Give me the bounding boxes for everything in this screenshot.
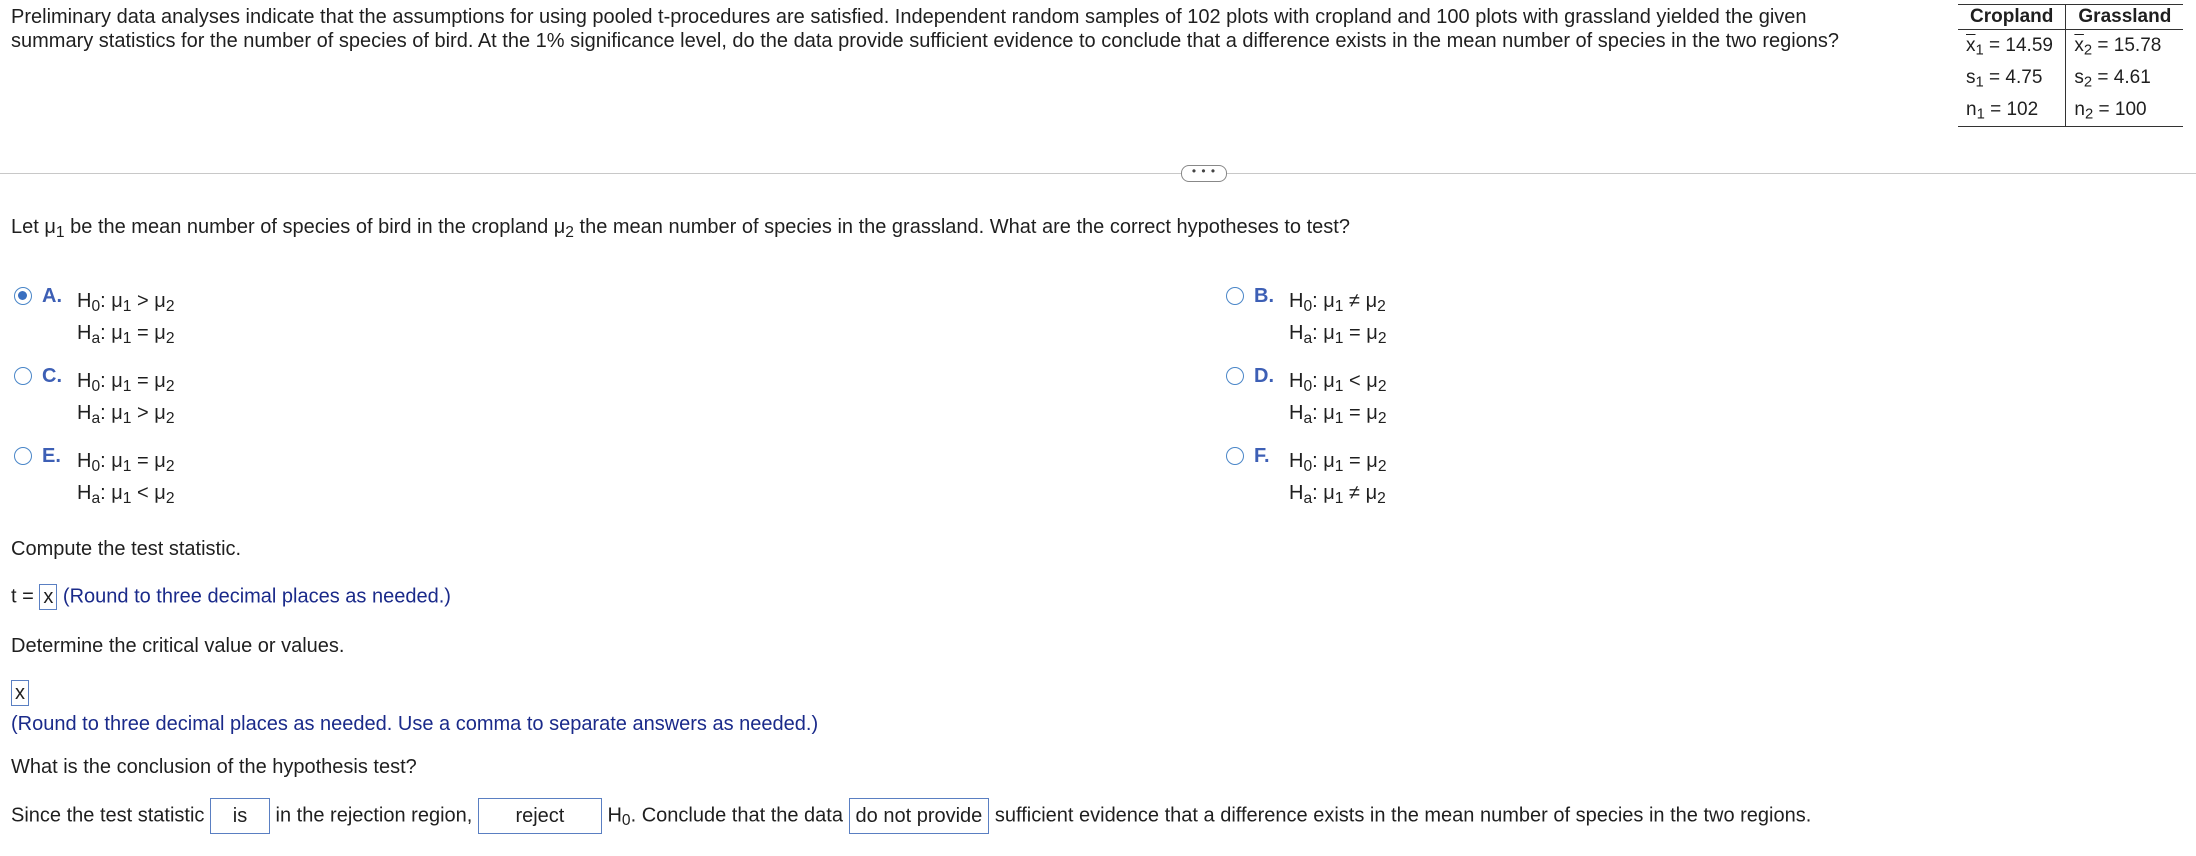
compute-label: Compute the test statistic. xyxy=(11,538,242,560)
conclusion-sentence: Since the test statistic is in the rejection region, reject $H_0$. Conclude that the data do not provide sufficient evidence that a difference exists in the mean number of species in the two regions. xyxy=(11,798,1811,834)
expand-handle[interactable]: • • • xyxy=(1181,165,1227,182)
option-hypotheses xyxy=(77,365,175,429)
hypothesis-question: Let $\mu_1$ be the mean number of species of bird in the cropland $\mu_2$ the mean number of species in the grassland. What are the correct hypotheses to test? xyxy=(11,216,1350,241)
critical-answer-row xyxy=(11,680,29,706)
critical-label: Determine the critical value or values. xyxy=(11,635,345,657)
s1-cell: $s_1 = 4.75$ xyxy=(1958,62,2066,94)
t-answer-box[interactable]: x xyxy=(39,584,57,610)
radio-c[interactable] xyxy=(14,367,32,385)
critical-round-note: (Round to three decimal places as needed. Use a comma to separate answers as needed.) xyxy=(11,713,819,735)
option-hypotheses xyxy=(1289,445,1387,509)
header-cropland: Cropland xyxy=(1958,5,2066,30)
radio-b[interactable] xyxy=(1226,287,1244,305)
alternative-hypothesis: $H_a$: $\mu_1 \ne \mu_2$ xyxy=(1289,482,1386,507)
null-hypothesis: $H_0$: $\mu_1 < \mu_2$ xyxy=(1289,370,1387,395)
test-statistic-dropdown[interactable]: is xyxy=(210,798,270,834)
problem-statement: Preliminary data analyses indicate that the assumptions for using pooled t-procedures are satisfied. Independent random samples of 102 plots with cropland and 100 plots with grassland yielded the given summary statistics for the number of species of bird. At the 1% significance level, do the data provide sufficient evidence to conclude that a difference exists in the mean number of species in the two regions? xyxy=(11,6,1840,52)
conclusion-label: What is the conclusion of the hypothesis test? xyxy=(11,756,417,778)
option-hypotheses xyxy=(77,445,175,509)
null-hypothesis: $H_0$: $\mu_1 = \mu_2$ xyxy=(1289,450,1387,475)
evidence-dropdown[interactable]: do not provide xyxy=(849,798,990,834)
t-prefix: t = xyxy=(11,585,40,608)
alternative-hypothesis: $H_a$: $\mu_1 > \mu_2$ xyxy=(77,402,175,427)
null-hypothesis: $H_0$: $\mu_1 = \mu_2$ xyxy=(77,450,175,475)
option-letter: F. xyxy=(1254,445,1270,467)
option-hypotheses xyxy=(1289,285,1387,349)
null-hypothesis: $H_0$: $\mu_1 \ne \mu_2$ xyxy=(1289,290,1386,315)
option-letter: A. xyxy=(42,285,62,307)
n2-cell: $n_2 = 100$ xyxy=(2066,94,2183,127)
option-hypotheses xyxy=(77,285,175,349)
x2-cell: $\overline{x}_2 = 15.78$ xyxy=(2074,35,2162,59)
n1-cell: $n_1 = 102$ xyxy=(1958,94,2066,127)
option-hypotheses xyxy=(1289,365,1387,429)
reject-dropdown[interactable]: reject xyxy=(478,798,602,834)
null-hypothesis: $H_0$: $\mu_1 = \mu_2$ xyxy=(77,370,175,395)
t-round-note: (Round to three decimal places as needed.) xyxy=(62,585,451,608)
header-grassland: Grassland xyxy=(2066,5,2183,30)
summary-stats-table xyxy=(1958,4,2183,127)
option-letter: B. xyxy=(1254,285,1274,307)
critical-answer-box[interactable]: x xyxy=(11,680,29,706)
s2-cell: $s_2 = 4.61$ xyxy=(2074,67,2151,91)
option-letter: C. xyxy=(42,365,62,387)
radio-e[interactable] xyxy=(14,447,32,465)
option-letter: D. xyxy=(1254,365,1274,387)
test-statistic-row xyxy=(11,584,451,610)
section-divider xyxy=(0,173,2196,174)
radio-f[interactable] xyxy=(1226,447,1244,465)
alternative-hypothesis: $H_a$: $\mu_1 = \mu_2$ xyxy=(1289,322,1387,347)
alternative-hypothesis: $H_a$: $\mu_1 = \mu_2$ xyxy=(1289,402,1387,427)
option-letter: E. xyxy=(42,445,61,467)
null-hypothesis: $H_0$: $\mu_1 > \mu_2$ xyxy=(77,290,175,315)
alternative-hypothesis: $H_a$: $\mu_1 = \mu_2$ xyxy=(77,322,175,347)
x1-cell: $\overline{x}_1 = 14.59$ xyxy=(1958,30,2066,63)
alternative-hypothesis: $H_a$: $\mu_1 < \mu_2$ xyxy=(77,482,175,507)
radio-d[interactable] xyxy=(1226,367,1244,385)
radio-a[interactable] xyxy=(14,287,32,305)
